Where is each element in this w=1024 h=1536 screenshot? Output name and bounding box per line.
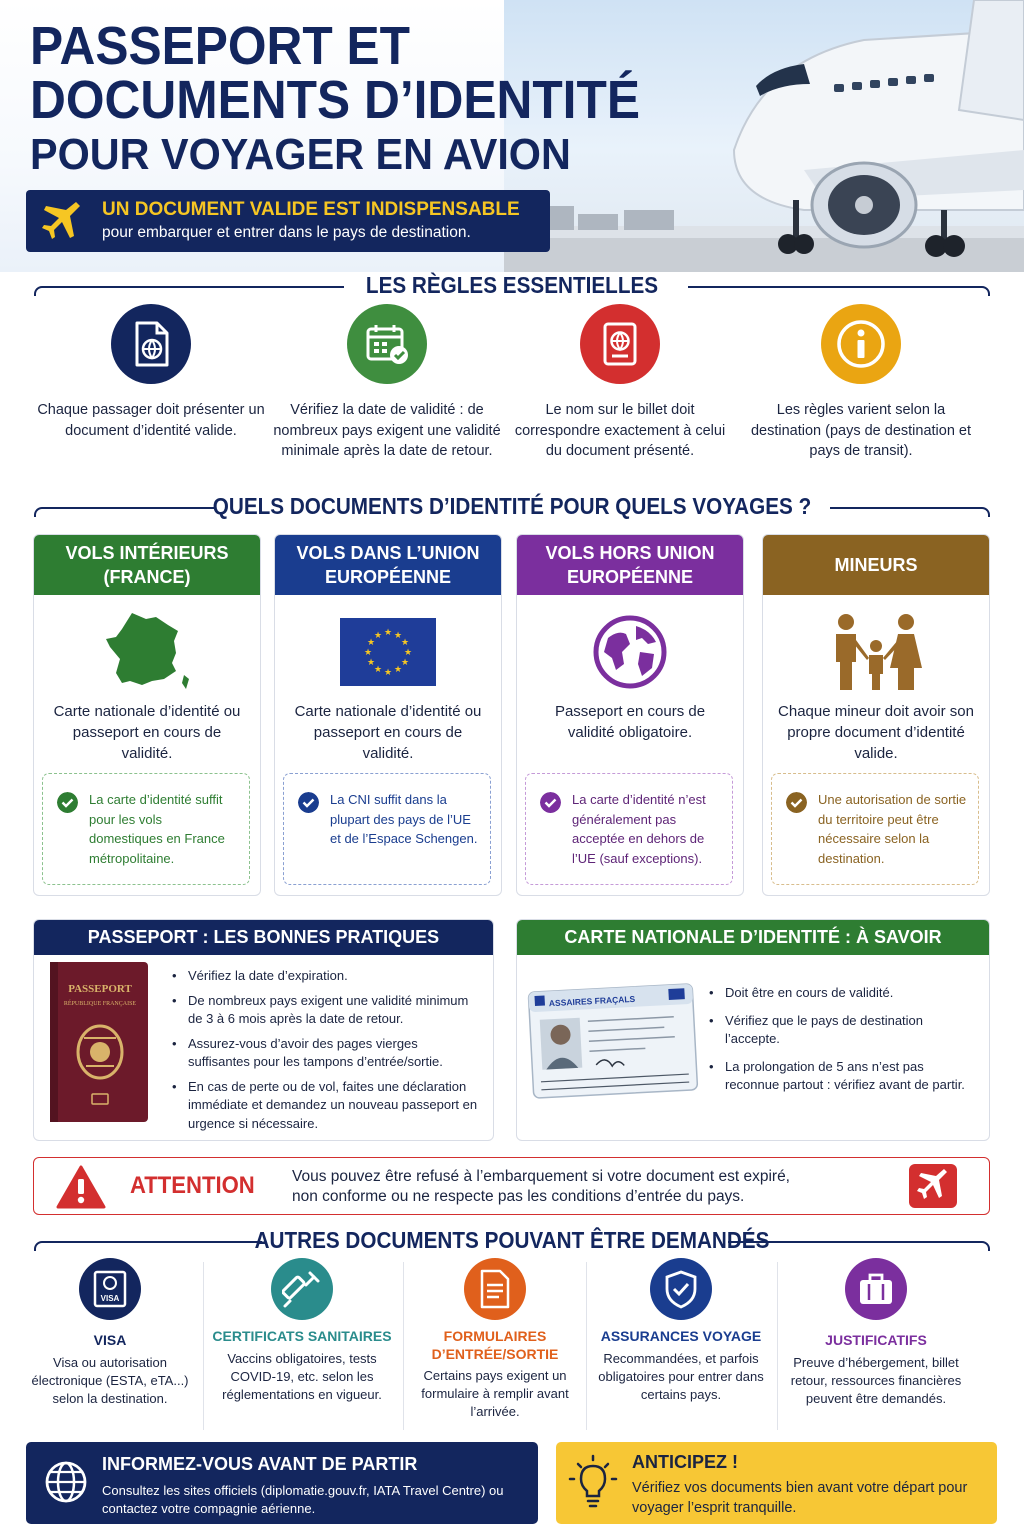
card-eu [274, 534, 502, 896]
list-item: • Vérifiez que le pays de destination l’accepte. [709, 1012, 981, 1049]
passport-cover-subtitle: RÉPUBLIQUE FRANÇAISE [63, 1001, 137, 1007]
rules-heading-text: LES RÈGLES ESSENTIELLES [365, 272, 659, 298]
attention-label: ATTENTION [130, 1172, 255, 1199]
other-doc-text: Recommandées, et parfois obligatoires pour entrer dans certains pays. [598, 1350, 764, 1402]
other-doc-insurance [591, 1258, 771, 1404]
title-line-3: POUR VOYAGER EN AVION [30, 130, 571, 179]
card-description: Carte nationale d’identité ou passeport en cours de validité. [53, 703, 241, 762]
other-doc-visa [20, 1258, 200, 1408]
list-item: • Doit être en cours de validité. [709, 984, 981, 1003]
visa-icon [79, 1258, 141, 1320]
passport-icon [580, 304, 660, 384]
other-doc-title: JUSTIFICATIFS [825, 1332, 927, 1348]
other-doc-title: CERTIFICATS SANITAIRES [212, 1328, 392, 1344]
list-item: • Vérifiez la date d’expiration. [172, 967, 482, 986]
passport-tips-list [172, 967, 482, 1133]
passport-tips-title: PASSEPORT : LES BONNES PRATIQUES [34, 920, 493, 955]
family-icon [763, 607, 989, 697]
info-icon [821, 304, 901, 384]
rule-text: Chaque passager doit présenter un document d’identité valide. [37, 402, 265, 439]
lightbulb-icon [568, 1454, 618, 1512]
banner-title: UN DOCUMENT VALIDE EST INDISPENSABLE [102, 199, 520, 220]
passport-cover-image [48, 960, 152, 1126]
card-title: VOLS DANS L’UNION EUROPÉENNE [275, 535, 501, 595]
rule-item [505, 304, 735, 462]
svg-text:VISA: VISA [100, 1294, 120, 1303]
document-globe-icon [111, 304, 191, 384]
card-note-text: Une autorisation de sortie du territoire peut être nécessaire selon la destination. [818, 792, 967, 866]
list-item: • De nombreux pays exigent une validité minimum de 3 à 6 mois après la date de retour. [172, 992, 482, 1029]
card-note [283, 773, 491, 885]
svg-text:★: ★ [400, 658, 410, 668]
warning-icon [56, 1165, 106, 1209]
check-icon [298, 792, 319, 813]
id-card-title: CARTE NATIONALE D’IDENTITÉ : À SAVOIR [517, 920, 989, 955]
title-line-1: PASSEPORT ET [30, 16, 411, 76]
form-icon [464, 1258, 526, 1320]
info-footer-text: Consultez les sites officiels (diplomatie.gouv.fr, IATA Travel Centre) ou contactez votre compagnie aérienne. [102, 1483, 504, 1516]
other-doc-title: FORMULAIRES D’ENTRÉE/SORTIE [431, 1328, 559, 1362]
passport-tips-box [33, 919, 494, 1141]
rule-text: Le nom sur le billet doit correspondre exactement à celui du document présenté. [514, 402, 726, 459]
list-item: • La prolongation de 5 ans n’est pas reconnue partout : vérifiez avant de partir. [709, 1058, 981, 1095]
svg-text:★: ★ [393, 665, 403, 675]
rule-text: Vérifiez la date de validité : de nombreux pays exigent une validité minimale après la date de retour. [273, 402, 501, 459]
card-minors [762, 534, 990, 896]
card-domestic [33, 534, 261, 896]
syringe-icon [271, 1258, 333, 1320]
calendar-check-icon [347, 304, 427, 384]
card-non-eu [516, 534, 744, 896]
card-note-text: La CNI suffit dans la plupart des pays de l’UE et de l’Espace Schengen. [330, 792, 478, 846]
other-docs-heading-text: AUTRES DOCUMENTS POUVANT ÊTRE DEMANDÉS [254, 1227, 770, 1253]
check-icon [786, 792, 807, 813]
svg-text:★: ★ [383, 668, 393, 678]
svg-text:★: ★ [383, 628, 393, 638]
info-footer-title: INFORMEZ-VOUS AVANT DE PARTIR [102, 1454, 418, 1474]
svg-text:★: ★ [366, 658, 376, 668]
rule-text: Les règles varient selon la destination (pays de destination et pays de transit). [750, 402, 972, 459]
other-doc-text: Certains pays exigent un formulaire à remplir avant l’arrivée. [421, 1368, 569, 1419]
eu-flag-icon [275, 607, 501, 697]
other-doc-text: Visa ou autorisation électronique (ESTA, eTA...) selon la destination. [31, 1354, 189, 1406]
svg-text:★: ★ [400, 638, 410, 648]
documents-heading [34, 493, 990, 523]
hero-section [0, 0, 1024, 272]
svg-text:★: ★ [373, 665, 383, 675]
rule-item [272, 304, 502, 462]
id-card-box [516, 919, 990, 1141]
card-description: Carte nationale d’identité ou passeport en cours de validité. [294, 703, 482, 762]
documents-heading-text: QUELS DOCUMENTS D’IDENTITÉ POUR QUELS VOYAGES ? [212, 493, 812, 519]
id-card-image [525, 978, 701, 1106]
rule-item [746, 304, 976, 462]
list-item: • Assurez-vous d’avoir des pages vierges suffisantes pour les tampons d’entrée/sortie. [172, 1035, 482, 1072]
banner-subtitle: pour embarquer et entrer dans le pays de destination. [102, 224, 471, 241]
airplane-icon [909, 1164, 957, 1208]
svg-text:★: ★ [393, 631, 403, 641]
other-docs-heading [34, 1227, 990, 1257]
other-doc-text: Preuve d’hébergement, billet retour, ressources financières peuvent être demandés. [790, 1354, 962, 1406]
svg-text:★: ★ [363, 648, 373, 658]
svg-text:★: ★ [366, 638, 376, 648]
anticipate-text: Vérifiez vos documents bien avant votre départ pour voyager l’esprit tranquille. [632, 1480, 968, 1516]
card-description: Chaque mineur doit avoir son propre document d’identité valide. [778, 703, 974, 762]
card-title: MINEURS [763, 535, 989, 595]
other-doc-title: ASSURANCES VOYAGE [600, 1328, 762, 1344]
rules-heading [34, 272, 990, 302]
attention-banner [33, 1157, 990, 1215]
france-map-icon [34, 607, 260, 697]
divider [403, 1262, 404, 1430]
svg-text:★: ★ [373, 631, 383, 641]
divider [203, 1262, 204, 1430]
title-line-2: DOCUMENTS D’IDENTITÉ [30, 70, 640, 130]
validity-banner [26, 190, 550, 252]
divider [777, 1262, 778, 1430]
card-title: VOLS HORS UNION EUROPÉENNE [517, 535, 743, 595]
card-note-text: La carte d’identité n’est généralement pas acceptée en dehors de l’UE (sauf exceptions). [572, 792, 706, 866]
rule-item [36, 304, 266, 441]
list-item: • En cas de perte ou de vol, faites une déclaration immédiate et demandez un nouveau passeport en urgence si nécessaire. [172, 1078, 482, 1134]
card-description: Passeport en cours de validité obligatoire. [554, 703, 706, 741]
check-icon [57, 792, 78, 813]
check-icon [540, 792, 561, 813]
info-footer [26, 1442, 538, 1524]
shield-check-icon [650, 1258, 712, 1320]
id-card-header-text: ASSAIRES FRAÇALS [548, 993, 636, 1009]
attention-line-2: non conforme ou ne respecte pas les conditions d’entrée du pays. [292, 1188, 745, 1205]
airplane-icon [40, 200, 84, 244]
globe-icon [517, 607, 743, 697]
svg-text:★: ★ [403, 648, 413, 658]
card-note [771, 773, 979, 885]
card-note [525, 773, 733, 885]
id-card-list [709, 984, 981, 1095]
suitcase-icon [845, 1258, 907, 1320]
card-title: VOLS INTÉRIEURS (FRANCE) [34, 535, 260, 595]
globe-icon [44, 1458, 88, 1506]
other-doc-health [212, 1258, 392, 1404]
passport-cover-title: PASSEPORT [68, 983, 132, 995]
card-note-text: La carte d’identité suffit pour les vols domestiques en France métropolitaine. [89, 792, 225, 866]
anticipate-footer [556, 1442, 997, 1524]
other-doc-forms [405, 1258, 585, 1421]
other-doc-title: VISA [93, 1332, 127, 1348]
other-doc-proofs [786, 1258, 966, 1408]
other-doc-text: Vaccins obligatoires, tests COVID-19, etc. selon les réglementations en vigueur. [222, 1350, 382, 1402]
divider [586, 1262, 587, 1430]
attention-line-1: Vous pouvez être refusé à l’embarquement si votre document est expiré, [292, 1168, 790, 1185]
anticipate-title: ANTICIPEZ ! [632, 1452, 738, 1472]
attention-message [292, 1167, 790, 1207]
card-note [42, 773, 250, 885]
airplane-illustration [504, 0, 1024, 272]
